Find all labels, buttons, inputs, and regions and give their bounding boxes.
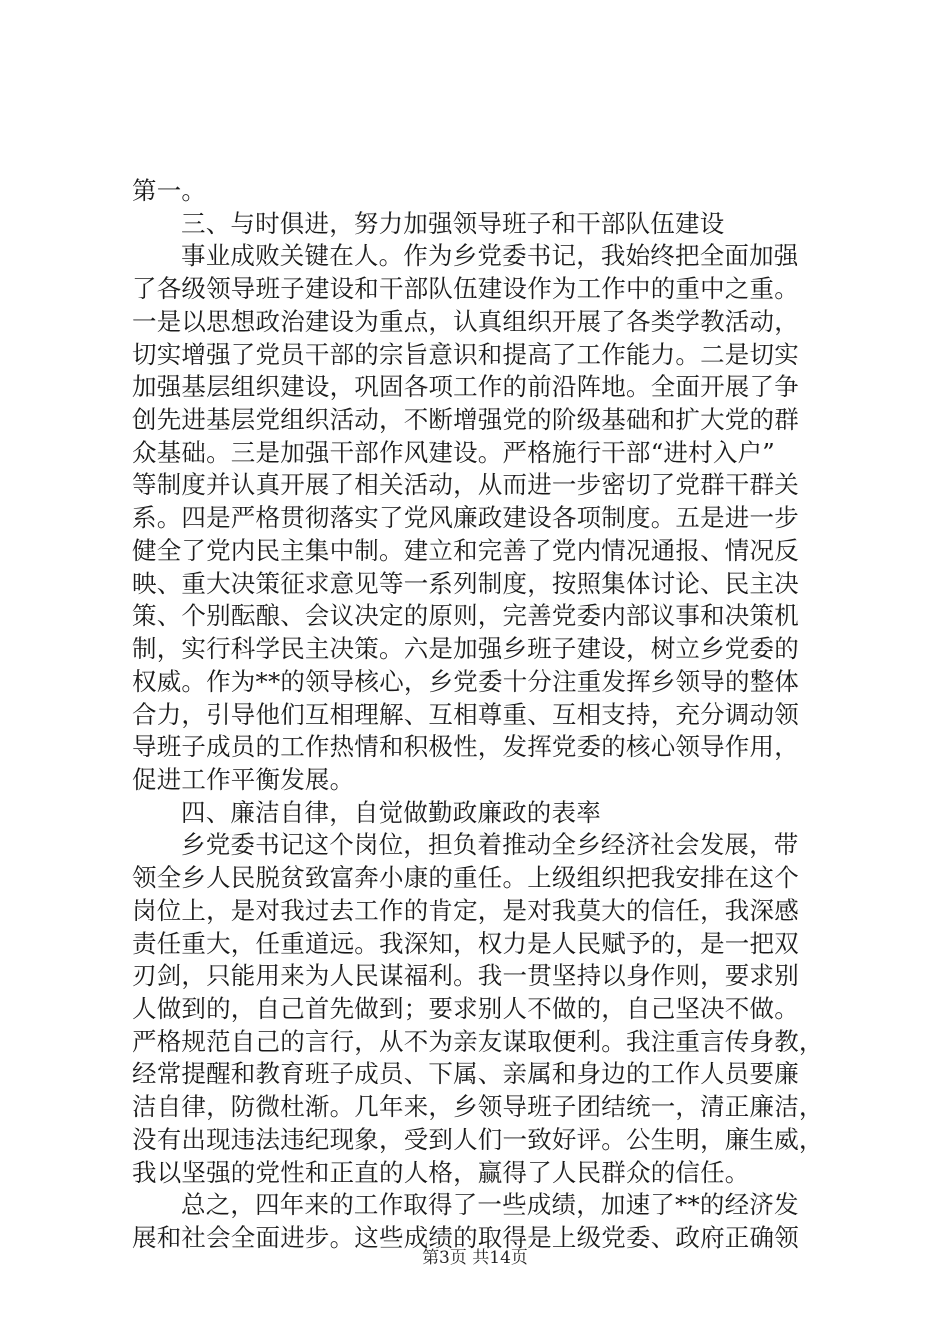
text-line: 众基础。三是加强干部作风建设。严格施行干部“进村入户”: [132, 437, 775, 467]
text-line: 洁自律，防微杜渐。几年来，乡领导班子团结统一，清正廉洁，: [132, 1092, 824, 1122]
text-line: 促进工作平衡发展。: [132, 764, 355, 794]
text-line: 领全乡人民脱贫致富奔小康的重任。上级组织把我安排在这个: [132, 863, 799, 893]
text-line: 人做到的，自己首先做到；要求别人不做的，自己坚决不做。: [132, 994, 799, 1023]
text-line: 没有出现违法违纪现象，受到人们一致好评。公生明，廉生威，: [132, 1124, 824, 1154]
text-line: 制，实行科学民主决策。六是加强乡班子建设，树立乡党委的: [132, 634, 799, 664]
text-line: 一是以思想政治建设为重点，认真组织开展了各类学教活动，: [132, 306, 799, 336]
text-line: 展和社会全面进步。这些成绩的取得是上级党委、政府正确领: [132, 1223, 799, 1253]
text-line: 责任重大，任重道远。我深知，权力是人民赋予的，是一把双: [132, 928, 799, 958]
text-line: 导班子成员的工作热情和积极性，发挥党委的核心领导作用，: [132, 732, 799, 762]
paragraph-start-line: 事业成败关键在人。作为乡党委书记，我始终把全面加强: [181, 241, 799, 271]
text-line: 我以坚强的党性和正直的人格，赢得了人民群众的信任。: [132, 1157, 750, 1187]
text-line: 刃剑，只能用来为人民谋福利。我一贯坚持以身作则，要求别: [132, 961, 799, 991]
paragraph-start-line: 乡党委书记这个岗位，担负着推动全乡经济社会发展，带: [181, 830, 799, 860]
text-line: 切实增强了党员干部的宗旨意识和提高了工作能力。二是切实: [132, 339, 799, 369]
text-line: 合力，引导他们互相理解、互相尊重、互相支持，充分调动领: [132, 699, 799, 729]
page-footer: 第3页 共14页: [422, 1248, 528, 1268]
paragraph-start-line: 三、与时俱进，努力加强领导班子和干部队伍建设: [181, 208, 725, 238]
text-line: 第一。: [132, 176, 207, 205]
text-line: 严格规范自己的言行，从不为亲友谋取便利。我注重言传身教，: [132, 1026, 824, 1056]
text-line: 等制度并认真开展了相关活动，从而进一步密切了党群干群关: [132, 470, 799, 500]
text-line: 健全了党内民主集中制。建立和完善了党内情况通报、情况反: [132, 535, 799, 565]
paragraph-start-line: 四、廉洁自律，自觉做勤政廉政的表率: [181, 797, 601, 827]
text-line: 经常提醒和教育班子成员、下属、亲属和身边的工作人员要廉: [132, 1059, 799, 1089]
text-line: 权威。作为**的领导核心，乡党委十分注重发挥乡领导的整体: [132, 666, 800, 696]
text-line: 岗位上，是对我过去工作的肯定，是对我莫大的信任，我深感: [132, 895, 799, 925]
text-line: 系。四是严格贯彻落实了党风廉政建设各项制度。五是进一步: [132, 503, 799, 533]
text-line: 加强基层组织建设，巩固各项工作的前沿阵地。全面开展了争: [132, 372, 799, 402]
text-line: 映、重大决策征求意见等一系列制度，按照集体讨论、民主决: [132, 568, 799, 598]
text-line: 了各级领导班子建设和干部队伍建设作为工作中的重中之重。: [132, 274, 799, 304]
text-line: 策、个别酝酿、会议决定的原则，完善党委内部议事和决策机: [132, 601, 799, 631]
paragraph-start-line: 总之，四年来的工作取得了一些成绩，加速了**的经济发: [181, 1190, 799, 1220]
text-line: 创先进基层党组织活动，不断增强党的阶级基础和扩大党的群: [132, 405, 799, 435]
